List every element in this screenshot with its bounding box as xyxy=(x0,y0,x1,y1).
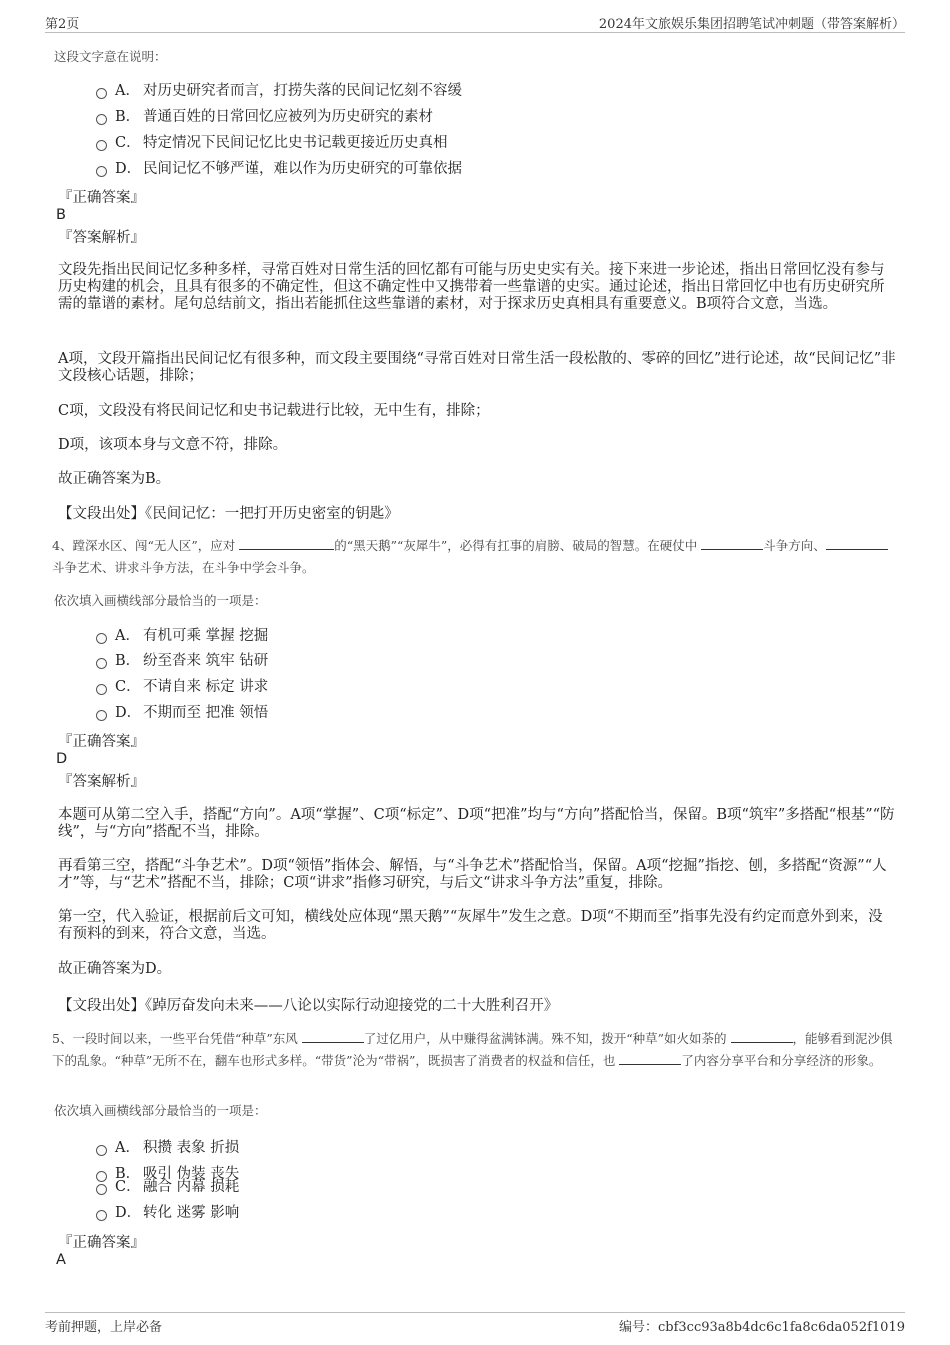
q4-blank-2[interactable] xyxy=(701,536,763,550)
q4-analysis-label: 『答案解析』 xyxy=(58,774,145,790)
q5-blank-1[interactable] xyxy=(302,1029,364,1043)
radio-icon[interactable] xyxy=(96,140,107,151)
q5-stem: 5、一段时间以来，一些平台凭借“种草”东风 了过亿用户，从中赚得盆满钵满。殊不知，拨开“种草”如火如荼的 ，能够看到泥沙俱下的乱象。“种草”无所不在，翻车也形式多样。“带货”沦为“带祸”，既损害了消费者的权益和信任，也 了内容分享平台和分享经济的形象。 xyxy=(52,1031,893,1068)
q3-analysis-para-4: D项，该项本身与文意不符，排除。 xyxy=(58,437,288,453)
footer-slogan: 考前押题，上岸必备 xyxy=(45,1320,163,1335)
page-header xyxy=(45,10,905,33)
q4-option-c[interactable]: C． 不请自来 标定 讲求 xyxy=(96,676,268,698)
q4-blank-3[interactable] xyxy=(826,536,888,550)
q4-answer: D xyxy=(56,751,68,767)
q4-prompt: 依次填入画横线部分最恰当的一项是： xyxy=(54,593,267,608)
q4-option-a[interactable]: A． 有机可乘 掌握 挖掘 xyxy=(96,625,268,647)
q3-prompt: 这段文字意在说明： xyxy=(54,49,167,64)
q5-answer-label: 『正确答案』 xyxy=(58,1235,145,1251)
q3-answer-label: 『正确答案』 xyxy=(58,190,145,206)
q4-analysis-para-3: 第一空，代入验证，根据前后文可知，横线处应体现“黑天鹅”“灰犀牛”发生之意。D项“不期而至”指事先没有约定而意外到来，没有预料的到来，符合文意，当选。 xyxy=(58,909,883,942)
q3-option-c[interactable]: C． 特定情况下民间记忆比史书记载更接近历史真相 xyxy=(96,132,448,154)
q5-option-b[interactable]: B． 吸引 伪装 丧失 xyxy=(96,1163,239,1185)
radio-icon[interactable] xyxy=(96,166,107,177)
q4-analysis-para-4: 故正确答案为D。 xyxy=(58,961,172,977)
q3-analysis-label: 『答案解析』 xyxy=(58,230,145,246)
q5-prompt: 依次填入画横线部分最恰当的一项是： xyxy=(54,1103,267,1118)
q5-option-c[interactable]: C． 融合 内幕 损耗 xyxy=(96,1176,239,1198)
document-code: 编号：cbf3cc93a8b4dc6c1fa8c6da052f1019 xyxy=(619,1320,905,1335)
q4-answer-label: 『正确答案』 xyxy=(58,734,145,750)
document-title: 2024年文旅娱乐集团招聘笔试冲刺题（带答案解析） xyxy=(598,17,905,32)
radio-icon[interactable] xyxy=(96,658,107,669)
q4-option-d[interactable]: D． 不期而至 把准 领悟 xyxy=(96,702,268,724)
q3-analysis-para-1: 文段先指出民间记忆多种多样，寻常百姓对日常生活的回忆都有可能与历史史实有关。接下来进一步论述，指出日常回忆没有参与历史构建的机会，且具有很多的不确定性，但这不确定性中又携带着一些靠谱的史实。通过论述，指出日常回忆中也有历史研究所需的靠谱的素材。尾句总结前文，指出若能抓住这些靠谱的素材，对于探求历史真相具有重要意义。B项符合文意，当选。 xyxy=(58,262,885,312)
q3-answer: B xyxy=(56,207,66,223)
page-number: 第2页 xyxy=(45,17,80,32)
q4-blank-1[interactable] xyxy=(239,536,334,550)
q5-blank-2[interactable] xyxy=(731,1029,793,1043)
q5-blank-3[interactable] xyxy=(619,1051,681,1065)
page-footer xyxy=(45,1312,905,1337)
q3-option-a[interactable]: A． 对历史研究者而言，打捞失落的民间记忆刻不容缓 xyxy=(96,80,462,102)
q5-answer: A xyxy=(56,1252,66,1268)
radio-icon[interactable] xyxy=(96,1210,107,1221)
q4-option-b[interactable]: B． 纷至沓来 筑牢 钻研 xyxy=(96,650,268,672)
q4-stem: 4、蹚深水区、闯“无人区”，应对 的“黑天鹅”“灰犀牛”，必得有扛事的肩膀、破局的智慧。在硬仗中 斗争方向、斗争艺术、讲求斗争方法，在斗争中学会斗争。 xyxy=(52,535,900,579)
radio-icon[interactable] xyxy=(96,1145,107,1156)
q3-analysis-para-3: C项，文段没有将民间记忆和史书记载进行比较，无中生有，排除； xyxy=(58,403,490,419)
q3-analysis-para-2: A项，文段开篇指出民间记忆有很多种，而文段主要围绕“寻常百姓对日常生活一段松散的、零碎的回忆”进行论述，故“民间记忆”非文段核心话题，排除； xyxy=(58,351,896,384)
q3-option-d[interactable]: D． 民间记忆不够严谨，难以作为历史研究的可靠依据 xyxy=(96,158,462,180)
radio-icon[interactable] xyxy=(96,710,107,721)
radio-icon[interactable] xyxy=(96,684,107,695)
radio-icon[interactable] xyxy=(96,114,107,125)
q4-analysis-para-2: 再看第三空，搭配“斗争艺术”。D项“领悟”指体会、解悟，与“斗争艺术”搭配恰当，保留。A项“挖掘”指挖、刨，多搭配“资源”“人才”等，与“艺术”搭配不当，排除；C项“讲求”指修习研究，与后文“讲求斗争方法”重复，排除。 xyxy=(58,858,887,891)
q5-option-d[interactable]: D． 转化 迷雾 影响 xyxy=(96,1202,239,1224)
q4-source: 【文段出处】《踔厉奋发向未来——八论以实际行动迎接党的二十大胜利召开》 xyxy=(58,998,559,1014)
q3-source: 【文段出处】《民间记忆：一把打开历史密室的钥匙》 xyxy=(58,506,399,522)
q4-analysis-para-1: 本题可从第二空入手，搭配“方向”。A项“掌握”、C项“标定”、D项“把准”均与“方向”搭配恰当，保留。B项“筑牢”多搭配“根基”“防线”，与“方向”搭配不当，排除。 xyxy=(58,807,895,840)
q3-analysis-para-5: 故正确答案为B。 xyxy=(58,471,171,487)
radio-icon[interactable] xyxy=(96,1184,107,1195)
radio-icon[interactable] xyxy=(96,88,107,99)
q5-option-a[interactable]: A． 积攒 表象 折损 xyxy=(96,1137,239,1159)
q3-option-b[interactable]: B． 普通百姓的日常回忆应被列为历史研究的素材 xyxy=(96,106,433,128)
radio-icon[interactable] xyxy=(96,633,107,644)
